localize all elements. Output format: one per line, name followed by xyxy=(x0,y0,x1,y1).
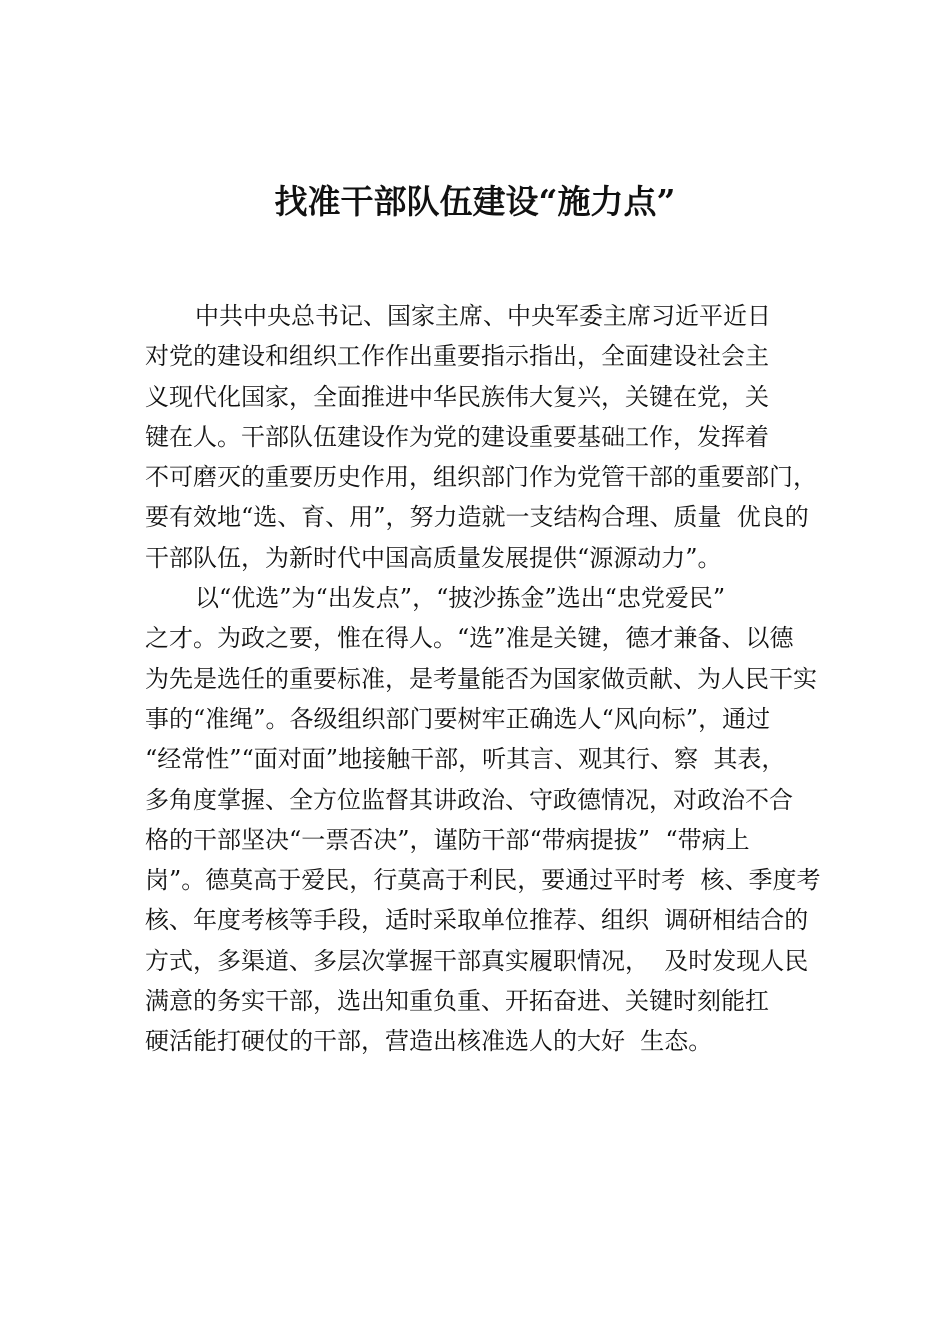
text-line: 多角度掌握、全方位监督其讲政治、守政德情况，对政治不合 xyxy=(145,785,793,814)
text-line: 硬活能打硬仗的干部，营造出核准选人的大好 生态。 xyxy=(145,1027,713,1056)
text-line: 中共中央总书记、国家主席、中央军委主席习近平近日 xyxy=(195,302,771,330)
article-body xyxy=(145,296,845,1062)
text-line: 义现代化国家，全面推进中华民族伟大复兴，关键在党，关 xyxy=(145,382,769,411)
page-title: 找准干部队伍建设“施力点” xyxy=(274,182,676,221)
text-line: 核、年度考核等手段，适时采取单位推荐、组织 调研相结合的 xyxy=(145,906,809,935)
text-line: “经常性”“面对面”地接触干部，听其言、观其行、察 其表， xyxy=(145,745,786,774)
text-line: 不可磨灭的重要历史作用，组织部门作为党管干部的重要部门， xyxy=(145,463,817,492)
text-line: 要有效地“选、育、用”，努力造就一支结构合理、质量 优良的 xyxy=(145,503,809,532)
text-line: 事的“准绳”。各级组织部门要树牢正确选人“风向标”，通过 xyxy=(145,704,771,733)
text-line: 键在人。干部队伍建设作为党的建设重要基础工作，发挥着 xyxy=(145,422,769,451)
text-line: 对党的建设和组织工作作出重要指示指出，全面建设社会主 xyxy=(145,342,769,371)
text-line: 干部队伍，为新时代中国高质量发展提供“源源动力”。 xyxy=(145,543,722,572)
text-line: 岗”。德莫高于爱民，行莫高于利民，要通过平时考 核、季度考 xyxy=(145,866,821,895)
text-line: 为先是选任的重要标准，是考量能否为国家做贡献、为人民干实 xyxy=(145,664,817,693)
text-line: 以“优选”为“出发点”，“披沙拣金”选出“忠党爱民” xyxy=(195,584,726,613)
text-line: 方式，多渠道、多层次掌握干部真实履职情况， 及时发现人民 xyxy=(145,946,809,975)
text-line: 满意的务实干部，选出知重负重、开拓奋进、关键时刻能扛 xyxy=(145,987,769,1016)
text-line: 之才。为政之要，惟在得人。“选”准是关键，德才兼备、以德 xyxy=(145,624,794,653)
text-line: 格的干部坚决“一票否决”，谨防干部“带病提拔” “带病上 xyxy=(145,825,750,854)
